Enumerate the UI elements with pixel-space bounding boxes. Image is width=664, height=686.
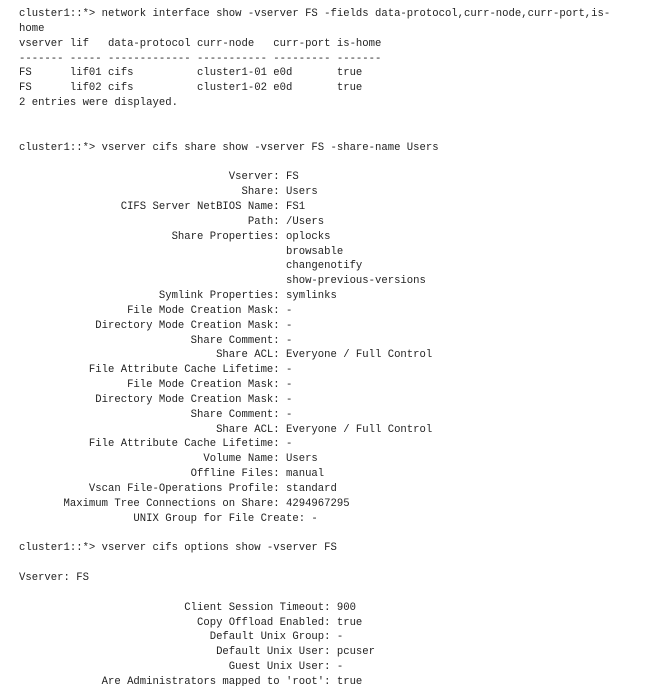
share-field-line: File Attribute Cache Lifetime: - <box>19 438 293 451</box>
share-field-line: Share Comment: - <box>19 334 293 347</box>
blank-line <box>19 556 664 571</box>
share-field-line: Offline Files: manual <box>19 468 325 481</box>
option-field-line: Client Session Timeout: 900 <box>19 601 356 614</box>
blank-line <box>19 126 664 141</box>
share-field-line: Directory Mode Creation Mask: - <box>19 319 293 332</box>
share-field-line: Directory Mode Creation Mask: - <box>19 393 293 406</box>
share-field-line: Share Properties: oplocks <box>19 230 331 243</box>
share-field-line: CIFS Server NetBIOS Name: FS1 <box>19 200 306 213</box>
blank-line <box>19 111 664 126</box>
option-field-line: Default Unix Group: - <box>19 631 344 644</box>
share-field-line: Share: Users <box>19 186 318 199</box>
table-row: FS lif01 cifs cluster1-01 e0d true <box>19 67 363 80</box>
share-field-line: Path: /Users <box>19 215 325 228</box>
option-field-line: Default Unix User: pcuser <box>19 646 376 659</box>
share-field-line: File Attribute Cache Lifetime: - <box>19 364 293 377</box>
command-line: cluster1::*> vserver cifs options show -vserver FS <box>19 542 337 555</box>
blank-line <box>19 527 664 542</box>
entries-summary: 2 entries were displayed. <box>19 97 178 110</box>
table-header: vserver lif data-protocol curr-node curr-port is-home <box>19 37 382 50</box>
vserver-line: Vserver: FS <box>19 572 89 585</box>
command-line: cluster1::*> vserver cifs share show -vserver FS -share-name Users <box>19 141 439 154</box>
option-field-line: Guest Unix User: - <box>19 661 344 674</box>
share-field-line: UNIX Group for File Create: - <box>19 512 318 525</box>
table-divider: ------- ----- ------------- ----------- --------- ------- <box>19 52 382 65</box>
share-field-line: Maximum Tree Connections on Share: 4294967295 <box>19 497 350 510</box>
share-field-line: Volume Name: Users <box>19 453 318 466</box>
command-line-wrap: home <box>19 22 45 35</box>
share-field-line: Share ACL: Everyone / Full Control <box>19 423 433 436</box>
share-field-line: Share ACL: Everyone / Full Control <box>19 349 433 362</box>
blank-line <box>19 586 664 601</box>
share-field-line: File Mode Creation Mask: - <box>19 379 293 392</box>
option-field-line: Copy Offload Enabled: true <box>19 616 363 629</box>
share-field-line: Vscan File-Operations Profile: standard <box>19 483 337 495</box>
share-field-line: show-previous-versions <box>19 275 426 288</box>
share-field-line: browsable <box>19 245 344 258</box>
table-row: FS lif02 cifs cluster1-02 e0d true <box>19 82 363 95</box>
share-field-line: Symlink Properties: symlinks <box>19 290 337 303</box>
share-field-line: Share Comment: - <box>19 408 293 421</box>
share-field-line: changenotify <box>19 260 363 273</box>
option-field-line: Are Administrators mapped to 'root': true <box>19 675 363 686</box>
share-field-line: Vserver: FS <box>19 171 299 184</box>
blank-line <box>19 155 664 170</box>
command-line: cluster1::*> network interface show -vserver FS -fields data-protocol,curr-node,curr-port,is- <box>19 8 611 20</box>
share-field-line: File Mode Creation Mask: - <box>19 304 293 317</box>
